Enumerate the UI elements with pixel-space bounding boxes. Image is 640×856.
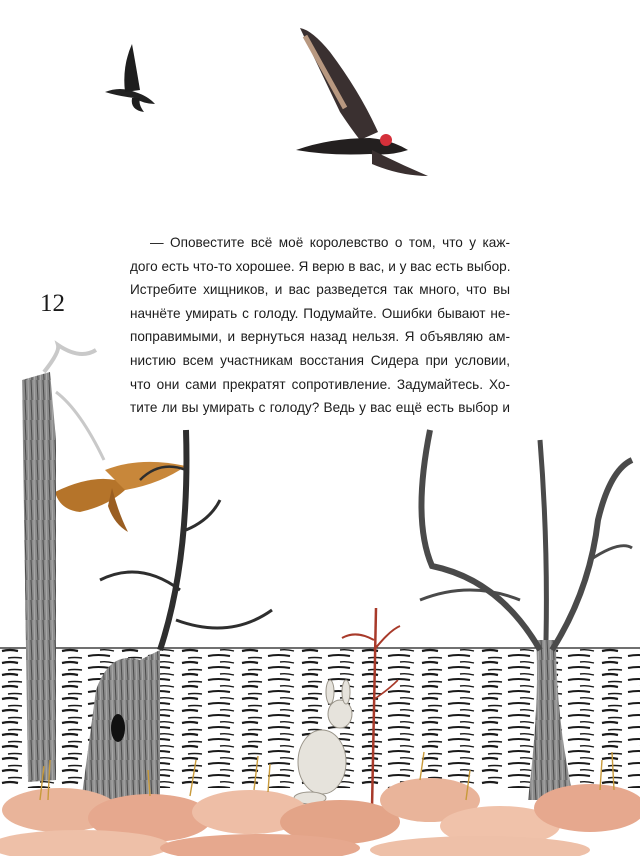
vulture-icon <box>296 28 428 176</box>
text-line: начнёте умирать с голоду. Подумайте. Ошибки бывают не- <box>130 305 510 321</box>
story-text <box>130 231 510 420</box>
text-line: поправимыми, и вернуться назад нельзя. Я объявляю ам- <box>130 329 510 345</box>
text-line: — Оповестите всё моё королевство о том, что у каж- <box>150 235 510 250</box>
page-number: 12 <box>40 290 65 317</box>
text-line: Истребите хищников, и вас разведется так много, что вы <box>130 282 510 298</box>
text-line: нистию всем участникам восстания Сидера при условии, <box>130 352 510 368</box>
crow-icon <box>105 44 155 112</box>
hawk-icon <box>55 462 186 532</box>
text-line: что они сами прекратят сопротивление. Задумайтесь. Хо- <box>130 376 510 392</box>
text-line: тите ли вы умирать с голоду? Ведь у вас ещё есть выбор и <box>130 400 510 416</box>
text-line: дого есть что-то хорошее. Я верю в вас, и у вас есть выбор. <box>130 258 511 274</box>
